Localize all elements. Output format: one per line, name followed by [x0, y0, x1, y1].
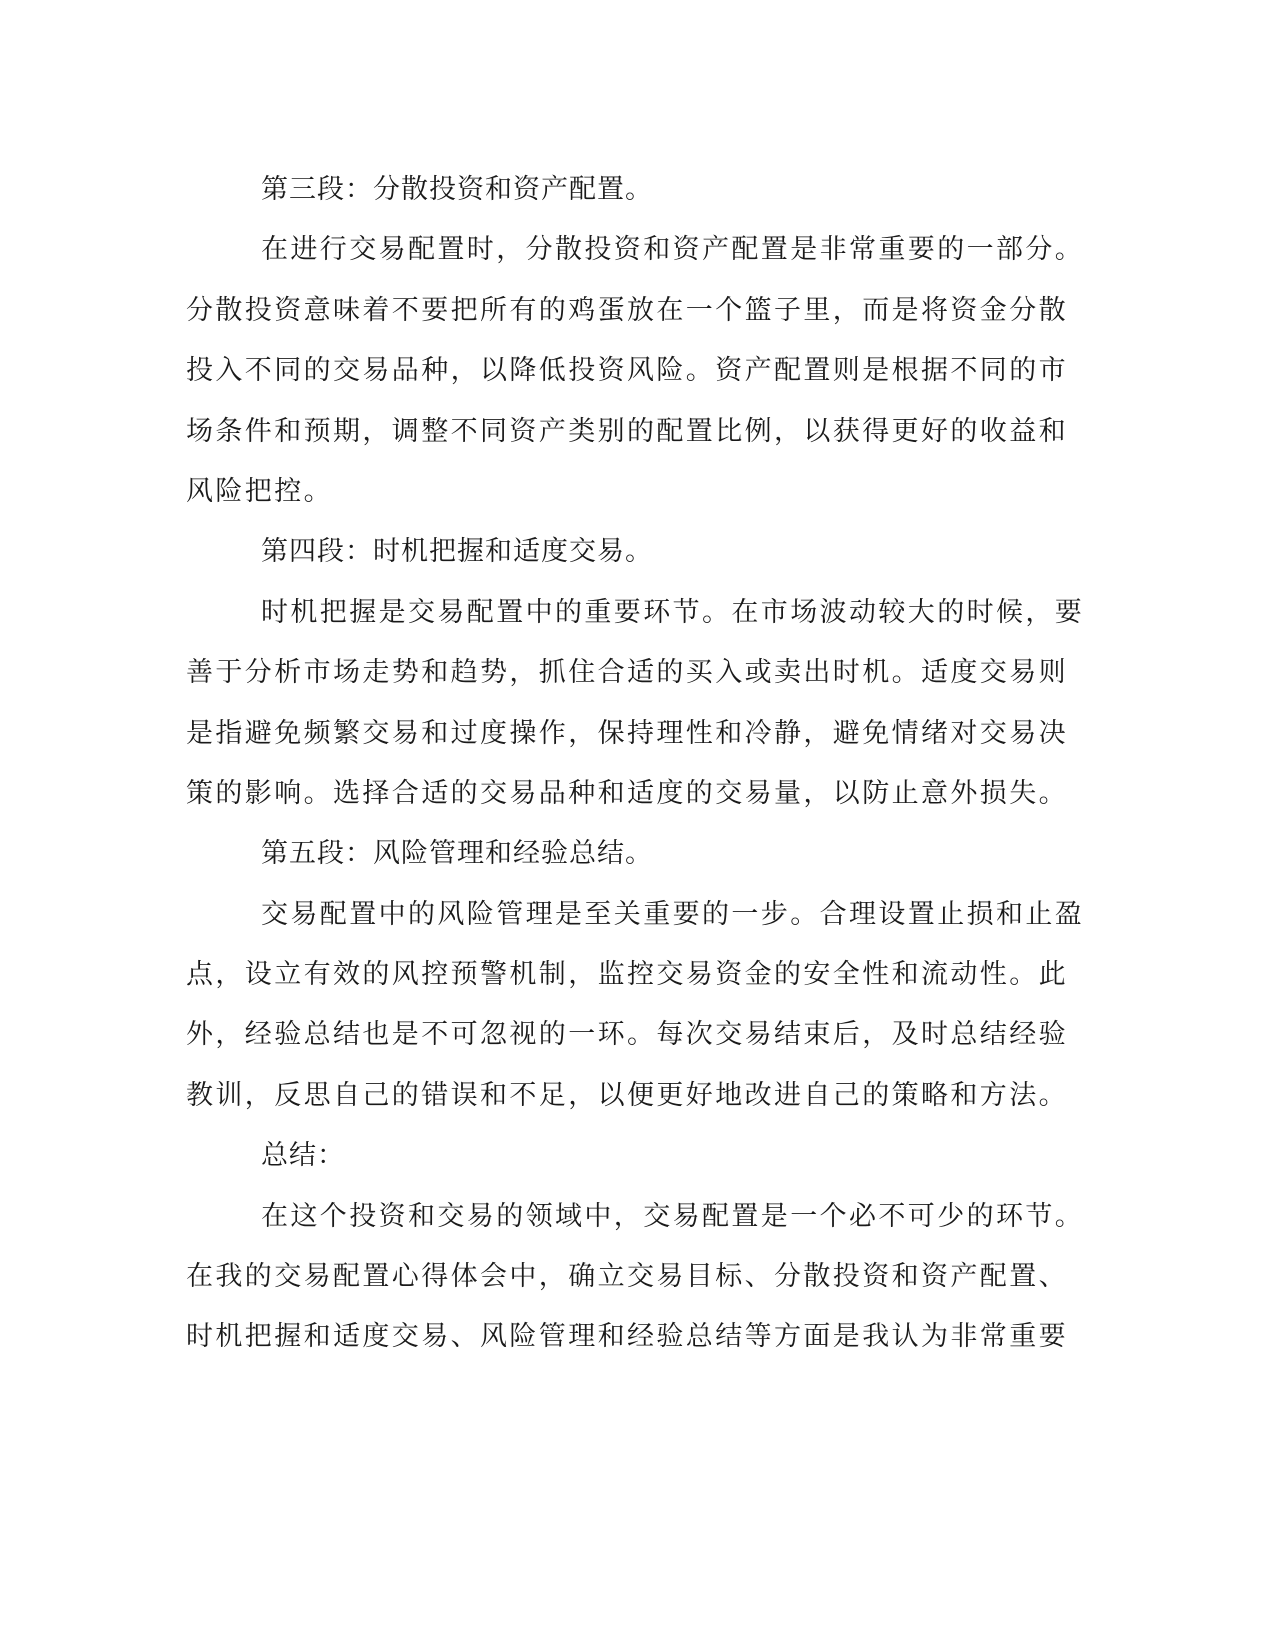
section-heading-3: 第三段：分散投资和资产配置。 [261, 174, 653, 205]
document-body [186, 160, 1085, 1368]
paragraph-line: 时机把握和适度交易、风险管理和经验总结等方面是我认为非常重要 [186, 1321, 1068, 1353]
section-heading-5: 第五段：风险管理和经验总结。 [261, 838, 653, 870]
paragraph-line: 投入不同的交易品种，以降低投资风险。资产配置则是根据不同的市 [186, 355, 1068, 387]
paragraph-line: 在这个投资和交易的领域中，交易配置是一个必不可少的环节。 [261, 1200, 1085, 1232]
paragraph-line: 分散投资意味着不要把所有的鸡蛋放在一个篮子里，而是将资金分散 [186, 294, 1068, 326]
paragraph-line: 点，设立有效的风控预警机制，监控交易资金的安全性和流动性。此 [186, 959, 1068, 991]
paragraph-line: 时机把握是交易配置中的重要环节。在市场波动较大的时候，要 [261, 596, 1085, 628]
section-heading-4: 第四段：时机把握和适度交易。 [261, 536, 653, 568]
paragraph-line: 策的影响。选择合适的交易品种和适度的交易量，以防止意外损失。 [186, 777, 1068, 809]
paragraph-line: 在进行交易配置时，分散投资和资产配置是非常重要的一部分。 [261, 234, 1085, 266]
paragraph-line: 是指避免频繁交易和过度操作，保持理性和冷静，避免情绪对交易决 [186, 717, 1068, 749]
paragraph-line: 风险把控。 [186, 475, 333, 507]
paragraph-line: 教训，反思自己的错误和不足，以便更好地改进自己的策略和方法。 [186, 1079, 1068, 1111]
paragraph-line: 交易配置中的风险管理是至关重要的一步。合理设置止损和止盈 [261, 898, 1085, 930]
paragraph-line: 场条件和预期，调整不同资产类别的配置比例，以获得更好的收益和 [186, 415, 1068, 447]
paragraph-line: 在我的交易配置心得体会中，确立交易目标、分散投资和资产配置、 [186, 1261, 1068, 1293]
paragraph-line: 善于分析市场走势和趋势，抓住合适的买入或卖出时机。适度交易则 [186, 657, 1068, 689]
paragraph-line: 外，经验总结也是不可忽视的一环。每次交易结束后，及时总结经验 [186, 1019, 1068, 1051]
summary-heading: 总结： [261, 1140, 345, 1172]
